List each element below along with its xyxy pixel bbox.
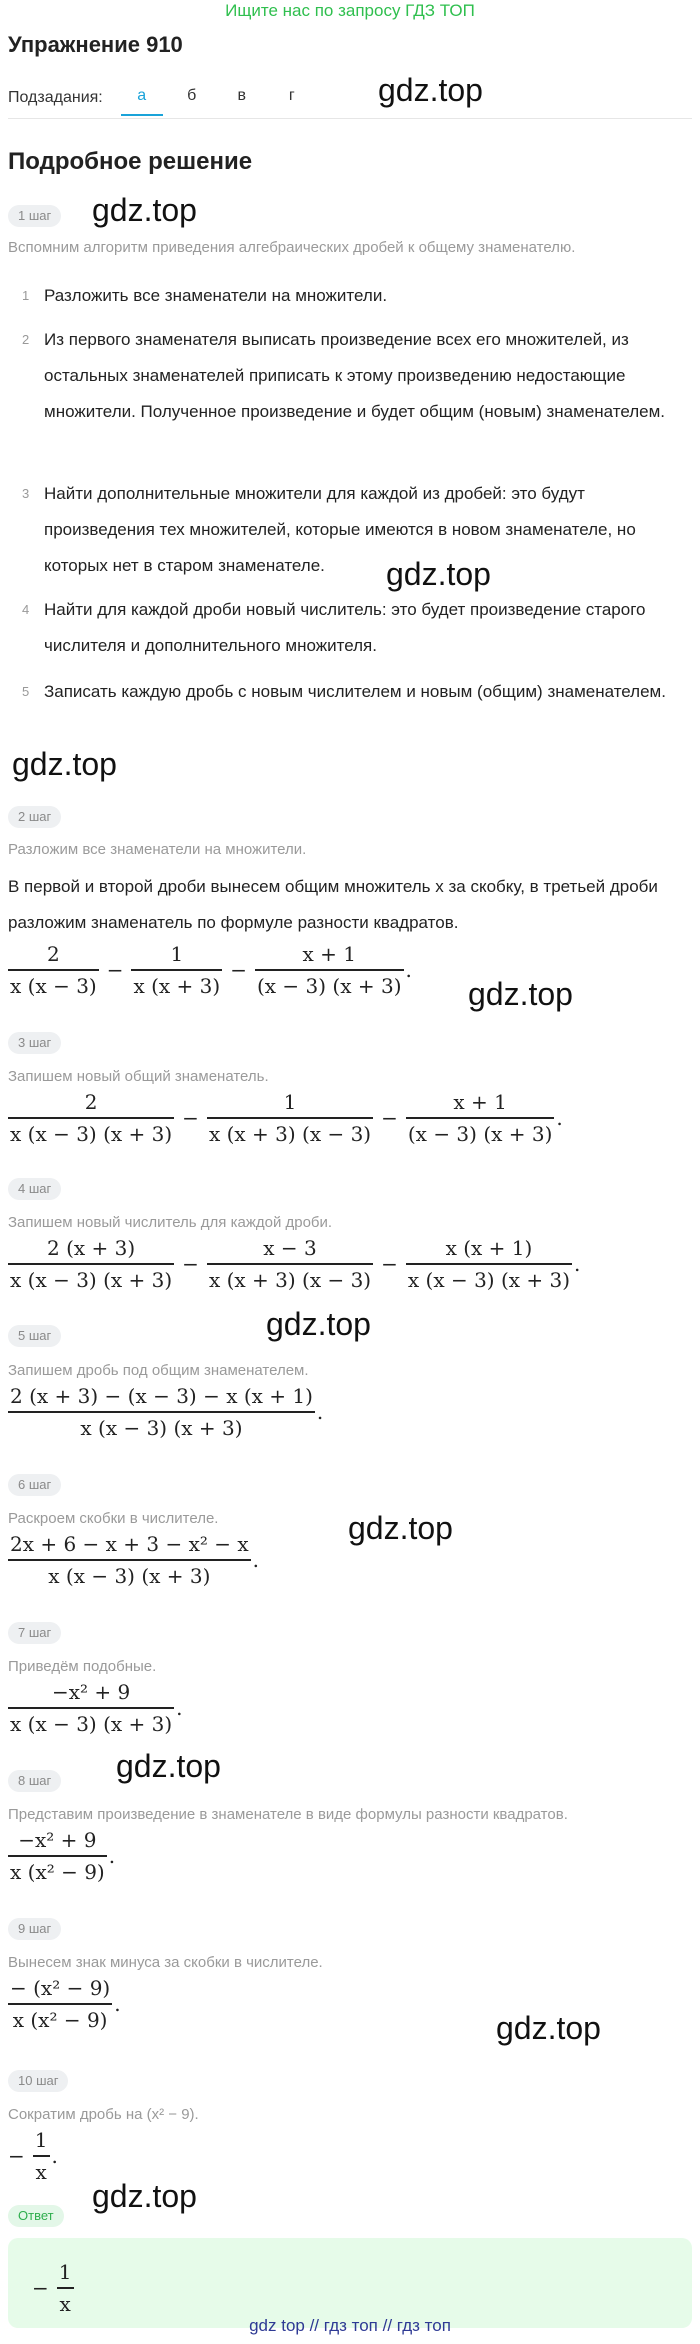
step-description: Запишем новый общий знаменатель. xyxy=(8,1068,269,1085)
fraction xyxy=(207,1090,373,1146)
math-expression: $\frac{\text{−x² + 9}}{\text{x (x² − 9)}}$ . xyxy=(10,1828,116,1884)
step-description: Вынесем знак минуса за скобки в числителе. xyxy=(8,1954,323,1971)
step-description: Приведём подобные. xyxy=(8,1658,157,1675)
fraction xyxy=(57,2260,74,2316)
step-description: Сократим дробь на (x² − 9). xyxy=(8,2106,199,2123)
numerator: 2x + 6 − x + 3 − x² − x xyxy=(10,1532,249,1556)
watermark: gdz.top xyxy=(386,556,491,592)
denominator: x (x + 3) (x − 3) xyxy=(208,1121,372,1146)
numerator: −x² + 9 xyxy=(18,1828,97,1852)
fraction xyxy=(8,1236,174,1292)
fraction xyxy=(8,1680,174,1736)
math-expression: $\frac{\text{−x² + 9}}{x (x - 3) (x + 3)}$ . xyxy=(10,1680,183,1736)
fraction xyxy=(8,1828,107,1884)
step-description: Вспомним алгоритм приведения алгебраических дробей к общему знаменателю. xyxy=(8,239,576,256)
fraction xyxy=(131,942,222,998)
tab-g[interactable]: г xyxy=(288,87,295,104)
math-expression: $\frac{\text{2x + 6 − x + 3 − x² − x}}{x (x - 3) (x + 3)}$ . xyxy=(10,1532,260,1588)
tab-a[interactable]: а xyxy=(117,80,167,116)
denominator: x (x − 3) (x + 3) xyxy=(80,1415,243,1440)
answer-box xyxy=(8,2238,692,2328)
watermark: gdz.top xyxy=(468,976,573,1012)
step-badge: 9 шаг xyxy=(8,1918,61,1940)
denominator: x (x − 3) xyxy=(10,973,97,998)
denominator: x (x − 3) (x + 3) xyxy=(10,1121,173,1146)
numerator: x + 1 xyxy=(302,942,356,966)
numerator: 2 xyxy=(46,942,60,966)
algorithm-item xyxy=(22,476,682,584)
answer-expression: − $\frac{1}{x}$ xyxy=(32,2260,72,2316)
item-number: 1 xyxy=(22,288,30,303)
page-title: Упражнение 910 xyxy=(8,32,183,57)
denominator: x (x − 3) (x + 3) xyxy=(10,1267,173,1292)
math-expression: − $\frac{1}{x}$ . xyxy=(8,2128,58,2184)
denominator: x (x² − 9) xyxy=(10,1859,105,1884)
numerator: 1 xyxy=(34,2128,48,2152)
step-description: Запишем дробь под общим знаменателем. xyxy=(8,1362,309,1379)
footer-links[interactable]: gdz top // гдз топ // гдз топ xyxy=(249,2316,451,2335)
step-description: Представим произведение в знаменателе в виде формулы разности квадратов. xyxy=(8,1806,568,1823)
fraction xyxy=(255,942,404,998)
subtasks-bar xyxy=(8,80,317,116)
subtasks-divider xyxy=(8,118,692,119)
item-text: Разложить все знаменатели на множители. xyxy=(44,286,388,305)
denominator: x xyxy=(59,2291,71,2316)
fraction xyxy=(406,1090,555,1146)
step-badge: 4 шаг xyxy=(8,1178,61,1200)
denominator: (x − 3) (x + 3) xyxy=(256,973,402,998)
numerator: x (x + 1) xyxy=(445,1236,533,1260)
algorithm-item xyxy=(22,592,682,664)
step-badge: 8 шаг xyxy=(8,1770,61,1792)
algorithm-item xyxy=(22,322,682,430)
answer-badge: Ответ xyxy=(8,2205,64,2227)
item-number: 5 xyxy=(22,684,30,699)
numerator: 1 xyxy=(170,942,184,966)
item-text: Записать каждую дробь с новым числителем и новым (общим) знаменателем. xyxy=(44,682,666,701)
numerator: −x² + 9 xyxy=(51,1680,131,1704)
item-text: Найти дополнительные множители для каждой из дробей: это будут произведения тех множителей, которые имеются в новом знаменателе, но которых нет в старом знаменателе. xyxy=(44,484,636,575)
step-badge: 10 шаг xyxy=(8,2070,68,2092)
math-expression: $\frac{2 (x + 3) - (x - 3) - x (x + 1)}{x (x - 3) (x + 3)}$ . xyxy=(10,1384,324,1440)
watermark: gdz.top xyxy=(116,1748,221,1784)
item-number: 2 xyxy=(22,332,30,347)
numerator: 1 xyxy=(58,2260,72,2284)
step-badge: 1 шаг xyxy=(8,205,61,227)
item-text: Найти для каждой дроби новый числитель: это будет произведение старого числителя и дополнительного множителя. xyxy=(44,600,646,655)
watermark: gdz.top xyxy=(92,192,197,228)
step-badge: 7 шаг xyxy=(8,1622,61,1644)
numerator: x − 3 xyxy=(263,1236,317,1260)
step-badge: 5 шаг xyxy=(8,1325,61,1347)
denominator: x xyxy=(35,2159,47,2184)
fraction xyxy=(33,2128,50,2184)
numerator: x + 1 xyxy=(453,1090,507,1114)
watermark: gdz.top xyxy=(266,1306,371,1342)
subtasks-label: Подзадания: xyxy=(8,89,103,106)
item-text: Из первого знаменателя выписать произведение всех его множителей, из остальных знаменателей приписать к этому произведению недостающие множители. Полученное произведение и будет общим (новым) знаменателем. xyxy=(44,330,666,421)
algorithm-item xyxy=(22,278,682,314)
tab-b[interactable]: б xyxy=(187,87,197,104)
watermark: gdz.top xyxy=(378,72,483,108)
numerator: 2 xyxy=(84,1090,98,1114)
numerator: 2 (x + 3) xyxy=(47,1236,136,1260)
tab-v[interactable]: в xyxy=(237,87,246,104)
numerator: 2 (x + 3) − (x − 3) − x (x + 1) xyxy=(10,1384,313,1408)
math-expression: $\frac{2 (x + 3)}{x (x - 3) (x + 3)}$ − $\frac{x - 3}{x (x + 3) (x - 3)}$ − $\frac{x (x + 1)}{x (x - 3) (x + 3)}$ . xyxy=(10,1236,581,1292)
watermark: gdz.top xyxy=(348,1510,453,1546)
numerator: 1 xyxy=(283,1090,297,1114)
watermark: gdz.top xyxy=(92,2178,197,2214)
denominator: x (x − 3) (x + 3) xyxy=(407,1267,571,1292)
item-number: 4 xyxy=(22,602,30,617)
fraction xyxy=(8,1090,174,1146)
denominator: (x − 3) (x + 3) xyxy=(407,1121,553,1146)
step-badge: 2 шаг xyxy=(8,806,61,828)
fraction xyxy=(406,1236,572,1292)
denominator: x (x + 3) (x − 3) xyxy=(208,1267,372,1292)
math-expression: $\frac{2}{x (x - 3) (x + 3)}$ − $\frac{1}{x (x + 3) (x - 3)}$ − $\frac{x + 1}{(x - 3) (x + 3)}$ . xyxy=(10,1090,563,1146)
denominator: x (x − 3) (x + 3) xyxy=(10,1711,173,1736)
step-badge: 3 шаг xyxy=(8,1032,61,1054)
watermark: gdz.top xyxy=(496,2010,601,2046)
step-description: Раскроем скобки в числителе. xyxy=(8,1510,219,1527)
step-description: Запишем новый числитель для каждой дроби. xyxy=(8,1214,333,1231)
fraction xyxy=(8,1384,315,1440)
step-text: В первой и второй дроби вынесем общим множитель x за скобку, в третьей дроби разложим знаменатель по формуле разности квадратов. xyxy=(8,877,658,932)
fraction xyxy=(8,1532,251,1588)
item-number: 3 xyxy=(22,486,30,501)
fraction xyxy=(207,1236,373,1292)
fraction xyxy=(8,942,99,998)
algorithm-item xyxy=(22,674,682,710)
math-expression: $\frac{\text{− (x² − 9)}}{\text{x (x² − 9)}}$ . xyxy=(10,1976,121,2032)
step-badge: 6 шаг xyxy=(8,1474,61,1496)
denominator: x (x − 3) (x + 3) xyxy=(48,1563,211,1588)
step-description: Разложим все знаменатели на множители. xyxy=(8,841,307,858)
search-banner[interactable]: Ищите нас по запросу ГДЗ ТОП xyxy=(225,1,475,20)
denominator: x (x² − 9) xyxy=(12,2007,108,2032)
math-expression: $\frac{2}{x (x - 3)}$ − $\frac{1}{x (x + 3)}$ − $\frac{x + 1}{(x - 3) (x + 3)}$ . xyxy=(10,942,412,998)
watermark: gdz.top xyxy=(12,746,117,782)
fraction xyxy=(8,1976,112,2032)
solution-heading: Подробное решение xyxy=(8,148,253,175)
numerator: − (x² − 9) xyxy=(10,1976,111,2000)
denominator: x (x + 3) xyxy=(133,973,221,998)
